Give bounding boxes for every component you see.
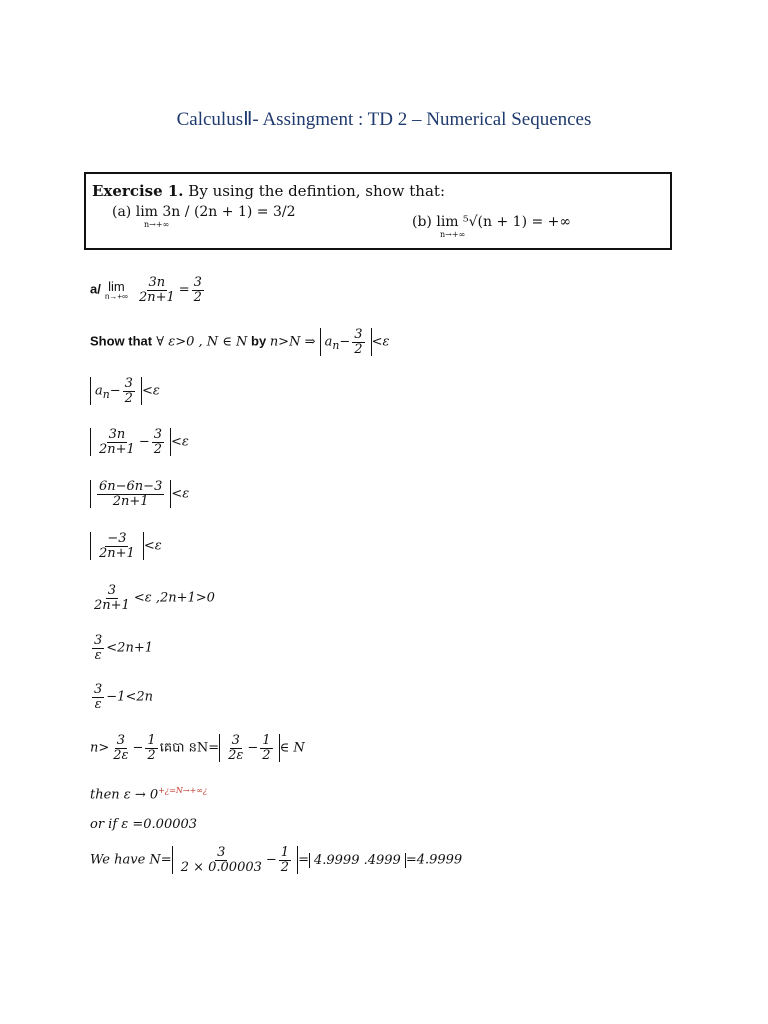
line-2-minus: −	[339, 334, 351, 350]
line-8-num: 3	[94, 633, 103, 648]
exercise-heading-text: By using the defintion, show that:	[183, 182, 445, 200]
line-5-den: 2n+1	[112, 493, 149, 509]
line-2-text: Show that	[90, 333, 153, 349]
line-1	[90, 276, 206, 304]
line-1-lim-text: lim	[108, 278, 125, 294]
line-13-frac1	[179, 846, 264, 874]
line-13-frac2	[279, 846, 291, 874]
line-2-frac	[352, 328, 364, 356]
line-9-frac	[92, 683, 104, 711]
line-1-lim-sub: n→+∞	[104, 291, 128, 301]
line-3	[90, 377, 160, 405]
line-10-num2: 1	[147, 733, 156, 748]
line-1-lim	[105, 280, 128, 301]
line-9-end: −1<2n	[106, 689, 153, 705]
line-10-minus: −	[132, 740, 144, 756]
line-10-aden1: 2ε	[228, 747, 244, 763]
line-1-rnum: 3	[193, 275, 202, 290]
line-10-den1: 2ε	[113, 747, 129, 763]
line-8-end: <2n+1	[106, 640, 153, 656]
line-12	[90, 817, 197, 832]
line-13-den2: 2	[280, 859, 290, 875]
line-6-end: <ε	[143, 538, 162, 554]
line-3-minus: −	[109, 383, 121, 399]
line-2	[90, 328, 389, 356]
line-5	[90, 480, 189, 508]
line-10-frac1	[111, 734, 130, 762]
line-6-num: −3	[107, 531, 127, 546]
line-10-anum1: 3	[231, 733, 240, 748]
line-2-by: by	[247, 333, 270, 349]
exercise-part-a-text: (a) lim 3n / (2n + 1) = 3/2	[112, 204, 296, 220]
line-9	[90, 683, 153, 711]
line-3-den: 2	[124, 390, 133, 406]
exercise-part-b-text: (b) lim ⁵√(n + 1) = +∞	[412, 214, 572, 230]
line-4-num1: 3n	[108, 427, 126, 442]
line-3-a: a	[95, 383, 103, 399]
line-10-end: ∈ N	[279, 740, 305, 756]
line-6	[90, 532, 162, 560]
exercise-part-a	[112, 204, 296, 229]
line-7-frac	[92, 584, 132, 612]
line-1-eq: =	[178, 282, 190, 298]
line-4-frac2	[152, 428, 164, 456]
line-2-end: <ε	[371, 334, 390, 350]
line-10-aden2: 2	[262, 747, 271, 763]
line-10-afrac1	[226, 734, 245, 762]
line-13-num1: 3	[217, 845, 226, 860]
exercise-heading	[92, 182, 445, 200]
line-4-den2: 2	[153, 441, 162, 457]
line-13-den1: 2 × 0.00003	[180, 859, 262, 875]
line-2-abs	[320, 328, 372, 356]
line-11-sup: +¿=N→+∞¿	[158, 786, 208, 795]
line-3-num: 3	[124, 376, 133, 391]
line-3-end: <ε	[141, 383, 160, 399]
line-13-minus: −	[265, 852, 277, 868]
line-1-frac	[137, 276, 177, 304]
line-2-a-sub: n	[332, 339, 340, 353]
line-13-end: =4.9999	[405, 852, 463, 868]
line-10-anum2: 1	[262, 733, 271, 748]
line-8-den: ε	[94, 647, 102, 663]
line-7-num: 3	[107, 583, 117, 598]
line-10-den2: 2	[147, 747, 156, 763]
line-8	[90, 634, 153, 662]
line-4-frac1	[97, 428, 137, 456]
exercise-box	[84, 172, 672, 250]
line-10-aminus: −	[247, 740, 259, 756]
line-2-a: a	[324, 334, 333, 350]
line-4-num2: 3	[153, 427, 162, 442]
line-12-text: or if ε =0.00003	[90, 817, 198, 832]
line-4-abs	[90, 428, 171, 456]
line-1-prefix: a/	[90, 281, 101, 297]
line-11	[90, 786, 207, 802]
line-1-rden: 2	[193, 289, 202, 305]
line-5-abs	[90, 480, 171, 508]
line-11-text: then ε → 0	[90, 787, 159, 803]
line-1-rfrac	[192, 276, 204, 304]
line-1-num: 3n	[148, 275, 166, 290]
line-6-frac	[97, 532, 137, 560]
line-9-num: 3	[94, 682, 103, 697]
line-10-num1: 3	[116, 733, 126, 748]
line-13-start: We have N=	[90, 852, 172, 868]
line-5-num: 6n−6n−3	[99, 479, 163, 494]
line-5-frac	[97, 480, 164, 508]
line-7-end: <ε ,2n+1>0	[133, 590, 215, 606]
line-10-afrac2	[260, 734, 272, 762]
line-10-frac2	[145, 734, 157, 762]
line-3-abs	[90, 377, 142, 405]
exercise-part-b	[412, 214, 571, 239]
line-1-den: 2n+1	[138, 289, 175, 305]
exercise-part-b-sub: n→+∞	[440, 230, 466, 239]
line-10	[90, 734, 305, 762]
line-2-fnum: 3	[354, 327, 363, 342]
line-7	[90, 584, 215, 612]
line-2-fden: 2	[354, 341, 363, 357]
line-4-end: <ε	[171, 434, 189, 450]
line-6-abs	[90, 532, 144, 560]
line-3-frac	[123, 377, 135, 405]
line-6-den: 2n+1	[99, 545, 135, 561]
line-3-sub: n	[102, 388, 110, 402]
line-10-khmer: គេបា នN=	[159, 740, 220, 756]
line-13-num2: 1	[280, 845, 290, 860]
line-2-math2: n>N ⇒	[269, 334, 316, 350]
line-8-frac	[92, 634, 104, 662]
line-10-start: n>	[90, 740, 110, 756]
line-13-mid: =	[298, 852, 309, 868]
line-13-abs1	[172, 846, 298, 874]
line-13	[90, 846, 462, 874]
line-13-abs2: 4.9999 .4999	[309, 853, 406, 868]
line-9-den: ε	[94, 696, 102, 712]
line-4-minus: −	[138, 434, 150, 450]
line-10-abs	[219, 734, 279, 762]
line-2-math1: ∀ ε>0 , N ∈ N	[156, 334, 248, 350]
line-4-den1: 2n+1	[99, 441, 135, 457]
line-5-end: <ε	[171, 486, 190, 502]
exercise-part-a-sub: n→+∞	[144, 220, 170, 229]
page-title: CalculusⅡ- Assingment : TD 2 – Numerical Sequences	[176, 109, 592, 130]
exercise-heading-bold: Exercise 1.	[92, 182, 184, 200]
line-4	[90, 428, 189, 456]
line-7-den: 2n+1	[94, 597, 130, 613]
